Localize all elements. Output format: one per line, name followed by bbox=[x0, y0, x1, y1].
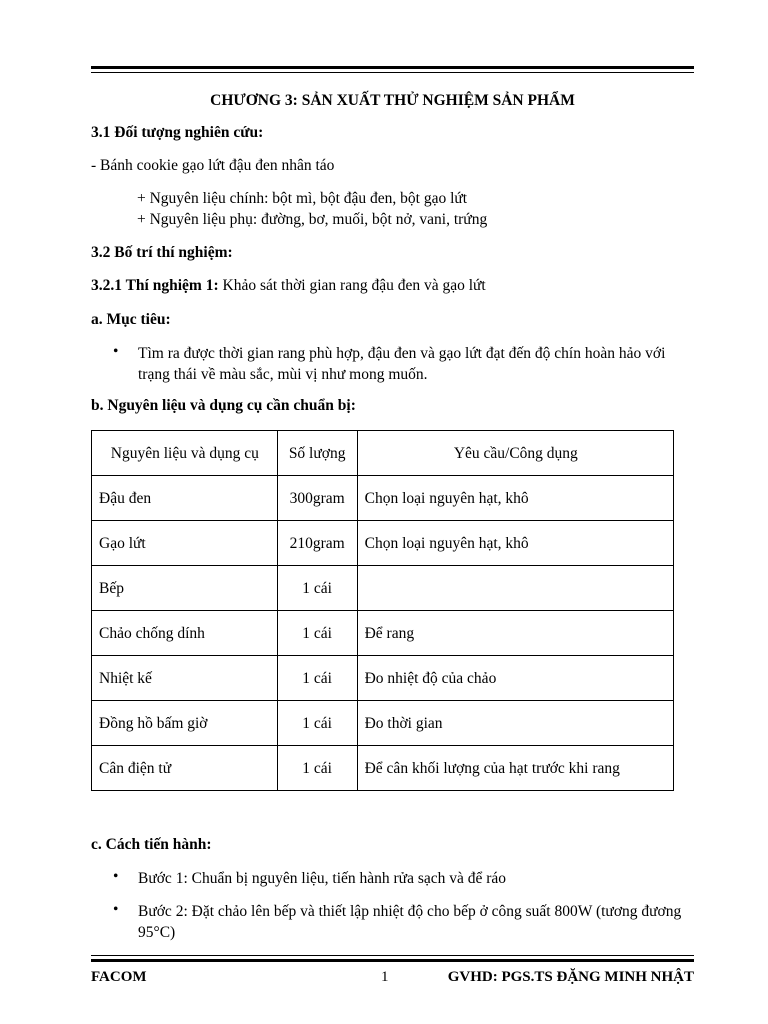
experiment-text: Khảo sát thời gian rang đậu đen và gạo lứt bbox=[218, 277, 486, 294]
objective-heading: a. Mục tiêu: bbox=[91, 311, 171, 328]
table-cell-purpose: Đo thời gian bbox=[357, 701, 673, 746]
table-row bbox=[92, 566, 674, 611]
bullet-icon: • bbox=[113, 901, 119, 918]
table-row bbox=[92, 476, 674, 521]
table-cell-quantity: 1 cái bbox=[277, 611, 357, 656]
table-cell-purpose: Chọn loại nguyên hạt, khô bbox=[357, 476, 673, 521]
table-row bbox=[92, 746, 674, 791]
table-cell-purpose: Đo nhiệt độ của chảo bbox=[357, 656, 673, 701]
materials-heading: b. Nguyên liệu và dụng cụ cần chuẩn bị: bbox=[91, 397, 356, 414]
table-cell-purpose: Để cân khối lượng của hạt trước khi rang bbox=[357, 746, 673, 791]
step-text: Bước 2: Đặt chảo lên bếp và thiết lập nhiệt độ cho bếp ở công suất 800W (tương đương 95°C) bbox=[138, 903, 682, 941]
section-3-2-heading: 3.2 Bố trí thí nghiệm: bbox=[91, 244, 233, 261]
table-cell-item: Đồng hồ bấm giờ bbox=[92, 701, 278, 746]
header-rule-thick bbox=[91, 66, 694, 69]
table-cell-item: Gạo lứt bbox=[92, 521, 278, 566]
table-row bbox=[92, 656, 674, 701]
table-cell-quantity: 1 cái bbox=[277, 656, 357, 701]
table-cell-quantity: 300gram bbox=[277, 476, 357, 521]
table-cell-item: Chảo chống dính bbox=[92, 611, 278, 656]
experiment-line bbox=[91, 277, 486, 295]
header-rule-thin bbox=[91, 72, 694, 73]
objective-text: Tìm ra được thời gian rang phù hợp, đậu đen và gạo lứt đạt đến độ chín hoàn hảo với trạng thái về màu sắc, mùi vị như mong muốn. bbox=[138, 345, 666, 383]
table-cell-quantity: 1 cái bbox=[277, 701, 357, 746]
step-text: Bước 1: Chuẩn bị nguyên liệu, tiến hành rửa sạch và để ráo bbox=[138, 870, 507, 887]
table-cell-item: Đậu đen bbox=[92, 476, 278, 521]
materials-table bbox=[91, 430, 674, 791]
footer-right: GVHD: PGS.TS ĐẶNG MINH NHẬT bbox=[447, 969, 694, 985]
table-cell-quantity: 210gram bbox=[277, 521, 357, 566]
table-header-cell: Yêu cầu/Công dụng bbox=[357, 431, 673, 476]
footer-left: FACOM bbox=[91, 969, 147, 985]
footer-rule-thin bbox=[91, 955, 694, 956]
page-number: 1 bbox=[381, 969, 389, 985]
table-cell-purpose: Chọn loại nguyên hạt, khô bbox=[357, 521, 673, 566]
table-cell-quantity: 1 cái bbox=[277, 746, 357, 791]
procedure-heading: c. Cách tiến hành: bbox=[91, 836, 212, 853]
table-cell-item: Cân điện tử bbox=[92, 746, 278, 791]
table-header-row bbox=[92, 431, 674, 476]
product-line: - Bánh cookie gạo lứt đậu đen nhân táo bbox=[91, 157, 335, 174]
table-row bbox=[92, 701, 674, 746]
table-cell-purpose bbox=[357, 566, 673, 611]
table-cell-quantity: 1 cái bbox=[277, 566, 357, 611]
section-3-1-heading: 3.1 Đối tượng nghiên cứu: bbox=[91, 124, 264, 141]
footer-rule-thick bbox=[91, 959, 694, 962]
main-ingredients-line: + Nguyên liệu chính: bột mì, bột đậu đen, bột gạo lứt bbox=[137, 190, 468, 207]
table-row bbox=[92, 521, 674, 566]
bullet-icon: • bbox=[113, 343, 119, 360]
table-cell-item: Bếp bbox=[92, 566, 278, 611]
table-cell-purpose: Để rang bbox=[357, 611, 673, 656]
sub-ingredients-line: + Nguyên liệu phụ: đường, bơ, muối, bột nở, vani, trứng bbox=[137, 211, 488, 228]
table-row bbox=[92, 611, 674, 656]
table-header-cell: Số lượng bbox=[277, 431, 357, 476]
bullet-icon: • bbox=[113, 868, 119, 885]
table-header-cell: Nguyên liệu và dụng cụ bbox=[92, 431, 278, 476]
chapter-title: CHƯƠNG 3: SẢN XUẤT THỬ NGHIỆM SẢN PHẨM bbox=[210, 92, 575, 109]
experiment-label: 3.2.1 Thí nghiệm 1: bbox=[91, 277, 219, 294]
table-cell-item: Nhiệt kế bbox=[92, 656, 278, 701]
